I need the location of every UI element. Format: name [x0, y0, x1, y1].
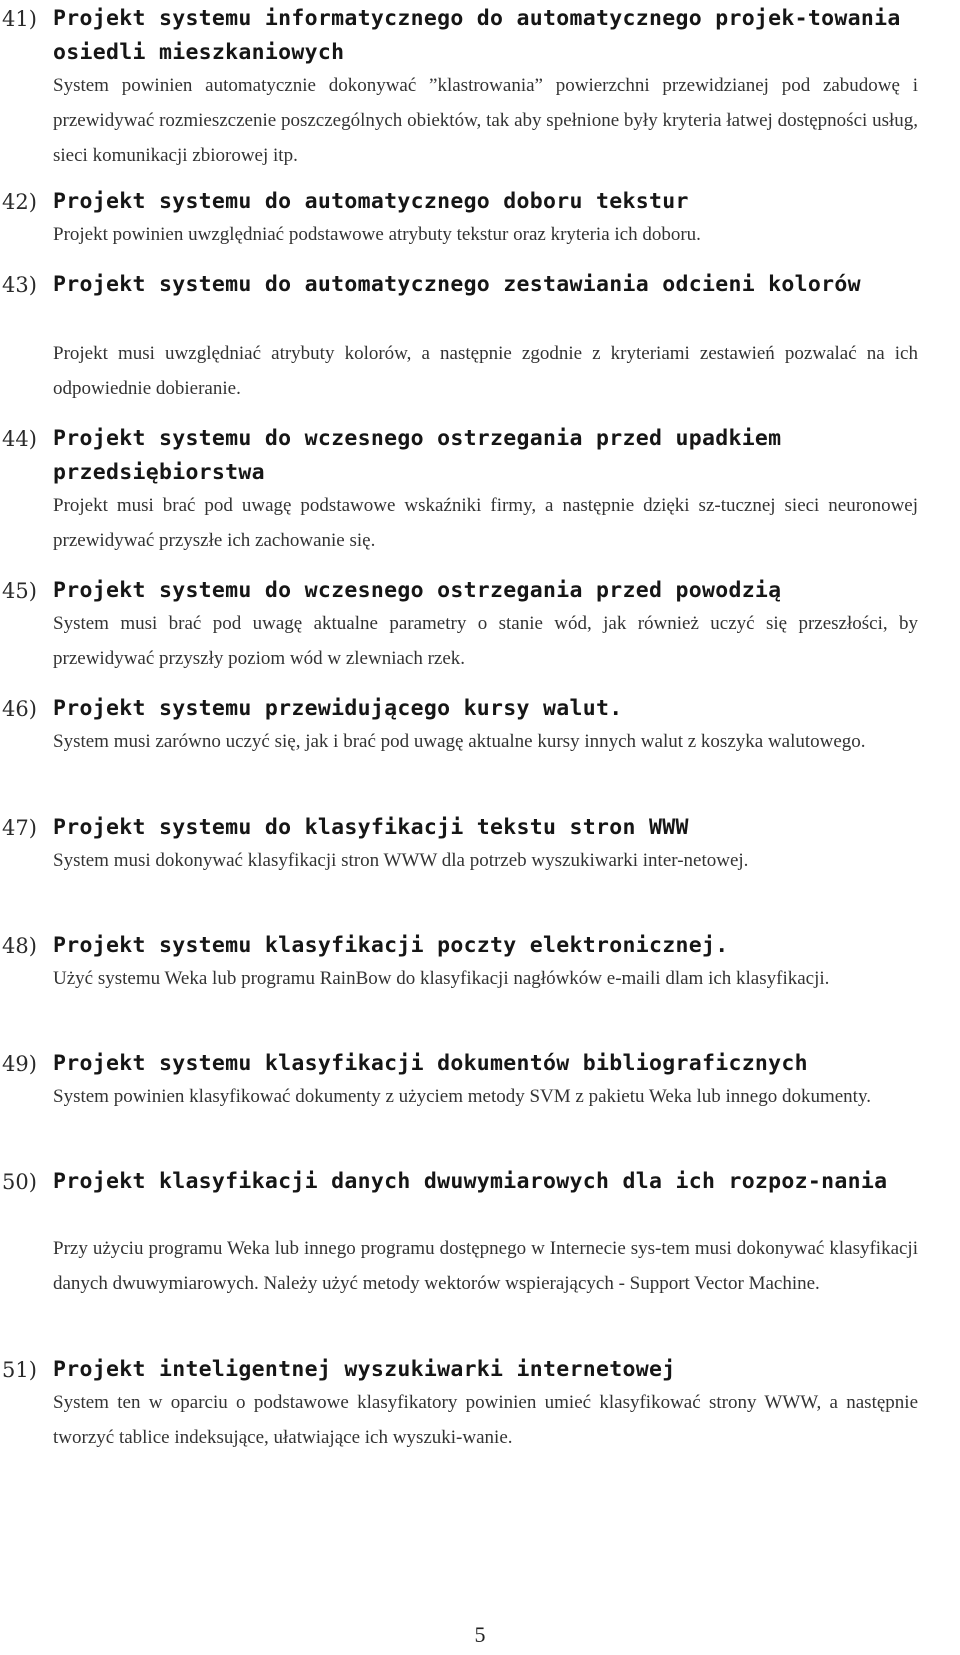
item-description: System powinien klasyfikować dokumenty z użyciem metody SVM z pakietu Weka lub innego dokumenty.: [53, 1086, 871, 1107]
item-number: 41): [2, 7, 37, 31]
item-title: Projekt systemu do automatycznego zestawiania odcieni kolorów: [53, 272, 861, 297]
item-number: 49): [2, 1052, 37, 1076]
item-description: Projekt powinien uwzględniać podstawowe atrybuty tekstur oraz kryteria ich doboru.: [53, 224, 701, 245]
item-number: 42): [2, 190, 37, 214]
item-number: 44): [2, 427, 37, 451]
item-title: Projekt systemu do wczesnego ostrzegania przed powodzią: [53, 578, 782, 603]
item-description: Projekt musi brać pod uwagę podstawowe wskaźniki firmy, a następnie dzięki sz-tucznej sieci neuronowej przewidywać przyszłe ich zachowanie się.: [53, 495, 918, 551]
item-description: System powinien automatycznie dokonywać ”klastrowania” powierzchni przewidzianej pod zabudowę i przewidywać rozmieszczenie poszczególnych obiektów, tak aby spełnione były kryteria łatwej dostępności usług, sieci komunikacji zbiorowej itp.: [53, 75, 918, 166]
item-title: Projekt systemu do automatycznego doboru tekstur: [53, 189, 689, 214]
item-title: Projekt systemu klasyfikacji poczty elektronicznej.: [53, 933, 729, 958]
item-description: System musi brać pod uwagę aktualne parametry o stanie wód, jak również uczyć się przeszłości, by przewidywać przyszły poziom wód w zlewniach rzek.: [53, 613, 918, 669]
item-description: System musi dokonywać klasyfikacji stron WWW dla potrzeb wyszukiwarki inter-netowej.: [53, 850, 749, 871]
item-description: System ten w oparciu o podstawowe klasyfikatory powinien umieć klasyfikować strony WWW, a następnie tworzyć tablice indeksujące, ułatwiające ich wyszuki-wanie.: [53, 1392, 918, 1448]
item-number: 43): [2, 273, 37, 297]
item-number: 46): [2, 697, 37, 721]
page-number: 5: [474, 1622, 486, 1647]
item-number: 50): [2, 1170, 37, 1194]
item-title: Projekt systemu przewidującego kursy walut.: [53, 696, 623, 721]
item-description: System musi zarówno uczyć się, jak i brać pod uwagę aktualne kursy innych walut z koszyka walutowego.: [53, 731, 866, 752]
item-title: Projekt systemu do klasyfikacji tekstu stron WWW: [53, 815, 689, 840]
item-description: Projekt musi uwzględniać atrybuty kolorów, a następnie zgodnie z kryteriami zestawień pozwalać na ich odpowiednie dobieranie.: [53, 343, 918, 399]
item-title: Projekt systemu klasyfikacji dokumentów bibliograficznych: [53, 1051, 808, 1076]
item-description: Przy użyciu programu Weka lub innego programu dostępnego w Internecie sys-tem musi dokonywać klasyfikacji danych dwuwymiarowych. Należy użyć metody wektorów wspierających - Support Vector Machine.: [53, 1238, 918, 1294]
item-number: 45): [2, 579, 37, 603]
item-title: Projekt systemu informatycznego do automatycznego projek-towania osiedli mieszkaniowych: [53, 6, 901, 65]
item-number: 51): [2, 1358, 37, 1382]
item-title: Projekt systemu do wczesnego ostrzegania przed upadkiem przedsiębiorstwa: [53, 426, 782, 485]
item-number: 47): [2, 816, 37, 840]
item-title: Projekt inteligentnej wyszukiwarki internetowej: [53, 1357, 676, 1382]
item-description: Użyć systemu Weka lub programu RainBow do klasyfikacji nagłówków e-maili dlam ich klasyfikacji.: [53, 968, 830, 989]
item-title: Projekt klasyfikacji danych dwuwymiarowych dla ich rozpoz-nania: [53, 1169, 888, 1194]
item-number: 48): [2, 934, 37, 958]
